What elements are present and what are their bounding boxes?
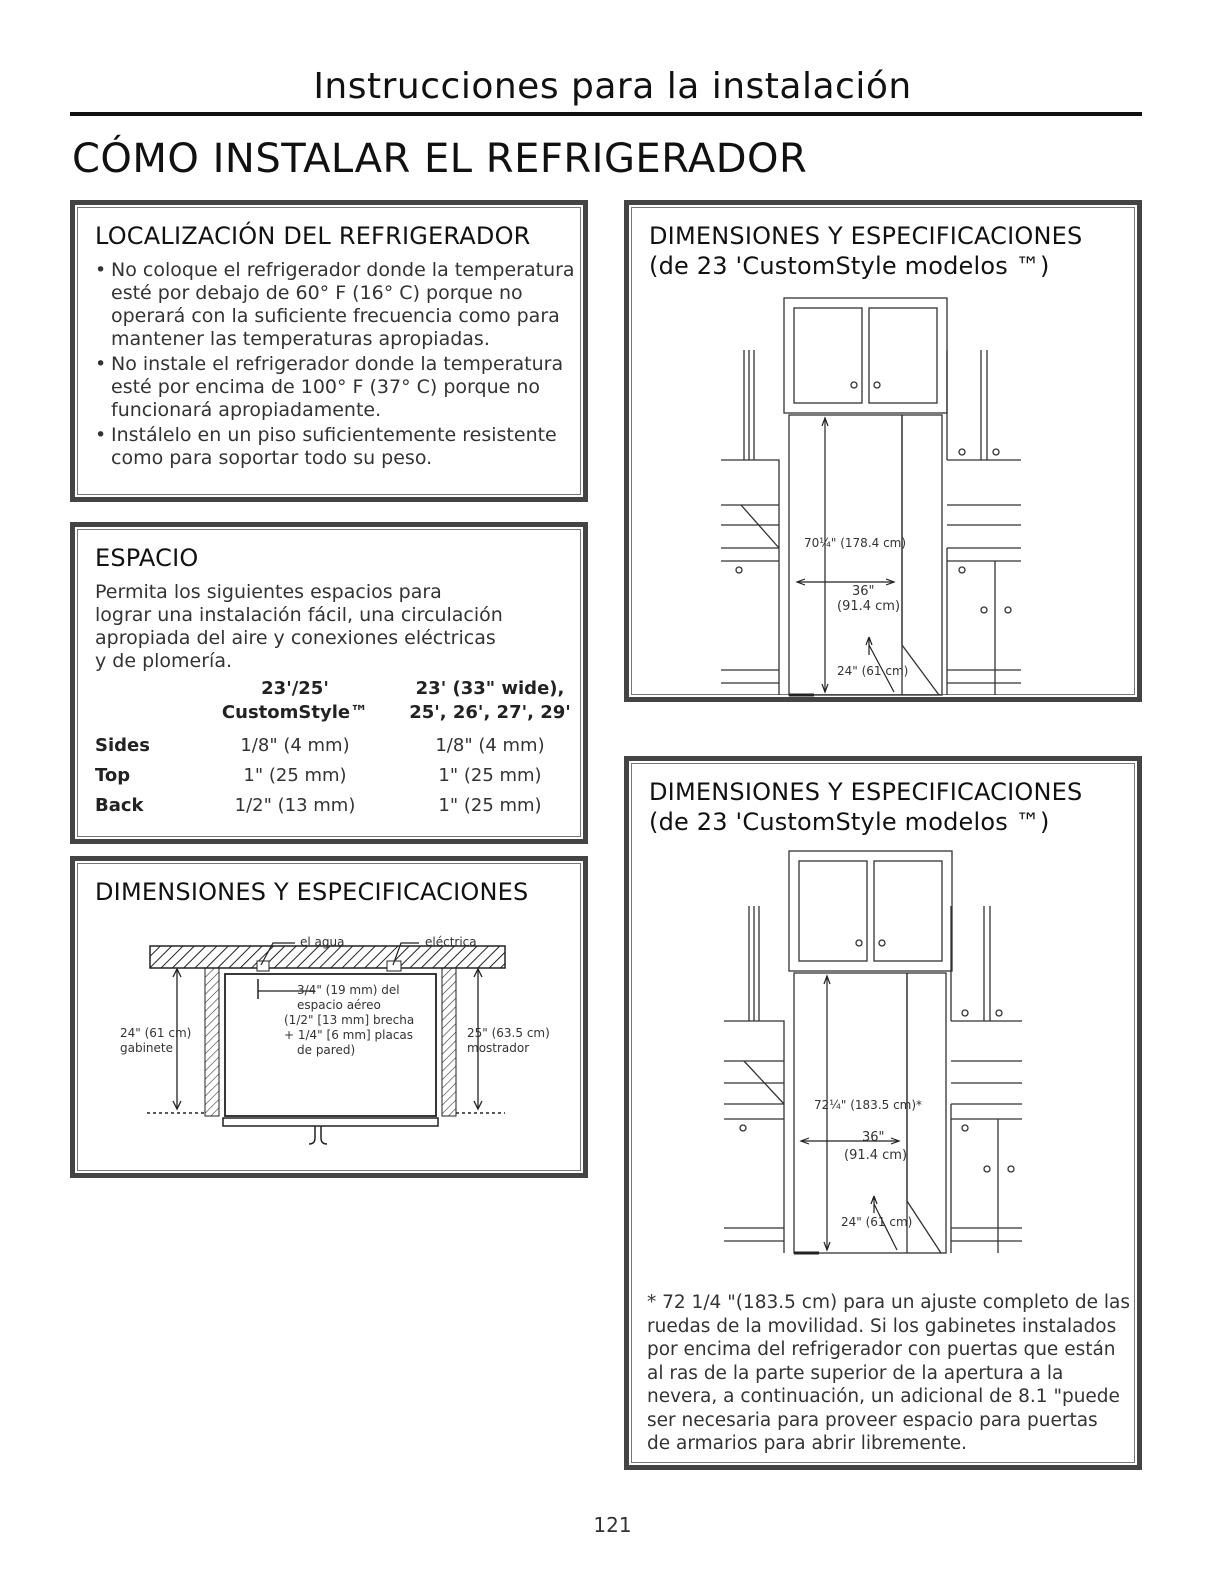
cabinet-label: 24" (61 cm) gabinete bbox=[120, 1026, 192, 1055]
dims-b-heading: DIMENSIONES Y ESPECIFICACIONES (de 23 'CustomStyle modelos ™) bbox=[649, 778, 1083, 836]
location-heading: LOCALIZACIÓN DEL REFRIGERADOR bbox=[95, 222, 531, 250]
location-bullets bbox=[93, 259, 578, 472]
depth-label: 24" (61 cm) bbox=[837, 664, 909, 678]
section-title: CÓMO INSTALAR EL REFRIGERADOR bbox=[72, 136, 808, 182]
clearance-col2-header: 23' (33" wide), 25', 26', 27', 29' bbox=[409, 678, 571, 723]
depth-label: 24" (61 cm) bbox=[841, 1215, 913, 1229]
clearance-row: Back 1/2" (13 mm) 1" (25 mm) bbox=[95, 795, 542, 816]
location-bullet: • Instálelo en un piso suficientemente resistente como para soportar todo su peso. bbox=[95, 424, 557, 469]
left-cabinet-side bbox=[205, 968, 219, 1116]
dims-plan-heading: DIMENSIONES Y ESPECIFICACIONES bbox=[95, 878, 529, 906]
front-view-diagram-b bbox=[629, 761, 1137, 1265]
back-wall bbox=[150, 946, 505, 968]
clearance-col1-header: 23'/25' CustomStyle™ bbox=[221, 678, 369, 723]
page-number: 121 bbox=[593, 1513, 632, 1537]
refrigerator-door bbox=[223, 1118, 438, 1126]
dims-b-footnote: * 72 1/4 "(183.5 cm) para un ajuste completo de las ruedas de la movilidad. Si los gabinetes instalados por encima del refrigerador con puertas que están al ras de la parte superior de la apertura a la nevera, a continuación, un adicional de 8.1 "puede ser necesaria para proveer espacio para puertas de armarios para abrir libremente. bbox=[647, 1292, 1131, 1454]
door-handles bbox=[309, 1126, 327, 1144]
right-cabinet-side bbox=[442, 968, 456, 1116]
clearance-heading: ESPACIO bbox=[95, 544, 199, 572]
dims-b-box bbox=[624, 756, 1142, 1470]
width-label: 36" (91.4 cm) bbox=[837, 584, 901, 614]
location-bullet: • No coloque el refrigerador donde la temperatura esté por debajo de 60° F (16° C) porque no operará con la suficiente frecuencia como para mantener las temperaturas apropiadas. bbox=[95, 259, 575, 350]
dims-a-box bbox=[624, 200, 1142, 702]
page-header-title: Instrucciones para la instalación bbox=[313, 66, 912, 107]
air-gap-label: 3/4" (19 mm) del espacio aéreo (1/2" [13 mm] brecha + 1/4" [6 mm] placas de pared) bbox=[284, 983, 415, 1057]
height-label: 72¼" (183.5 cm)* bbox=[814, 1098, 923, 1112]
clearance-row: Top 1" (25 mm) 1" (25 mm) bbox=[95, 765, 542, 786]
clearance-intro: Permita los siguientes espacios para lograr una instalación fácil, una circulación apropiada del aire y conexiones eléctricas y de plomería. bbox=[95, 581, 503, 672]
clearance-row: Sides 1/8" (4 mm) 1/8" (4 mm) bbox=[95, 735, 545, 756]
dims-plan-box bbox=[70, 856, 588, 1178]
location-box bbox=[70, 200, 588, 502]
height-label: 70¼" (178.4 cm) bbox=[804, 536, 907, 550]
dims-a-heading: DIMENSIONES Y ESPECIFICACIONES (de 23 'CustomStyle modelos ™) bbox=[649, 222, 1083, 280]
header-rule bbox=[70, 112, 1142, 116]
water-label: el agua bbox=[300, 935, 345, 949]
plan-view-diagram bbox=[75, 861, 583, 1173]
location-bullet: • No instale el refrigerador donde la temperatura esté por encima de 100° F (37° C) porque no funcionará apropiadamente. bbox=[95, 353, 564, 421]
counter-label: 25" (63.5 cm) mostrador bbox=[467, 1026, 550, 1055]
front-view-diagram-a bbox=[629, 205, 1137, 697]
electric-label: eléctrica bbox=[425, 935, 477, 949]
width-label: 36" (91.4 cm) bbox=[844, 1130, 908, 1163]
clearance-box bbox=[70, 522, 588, 844]
